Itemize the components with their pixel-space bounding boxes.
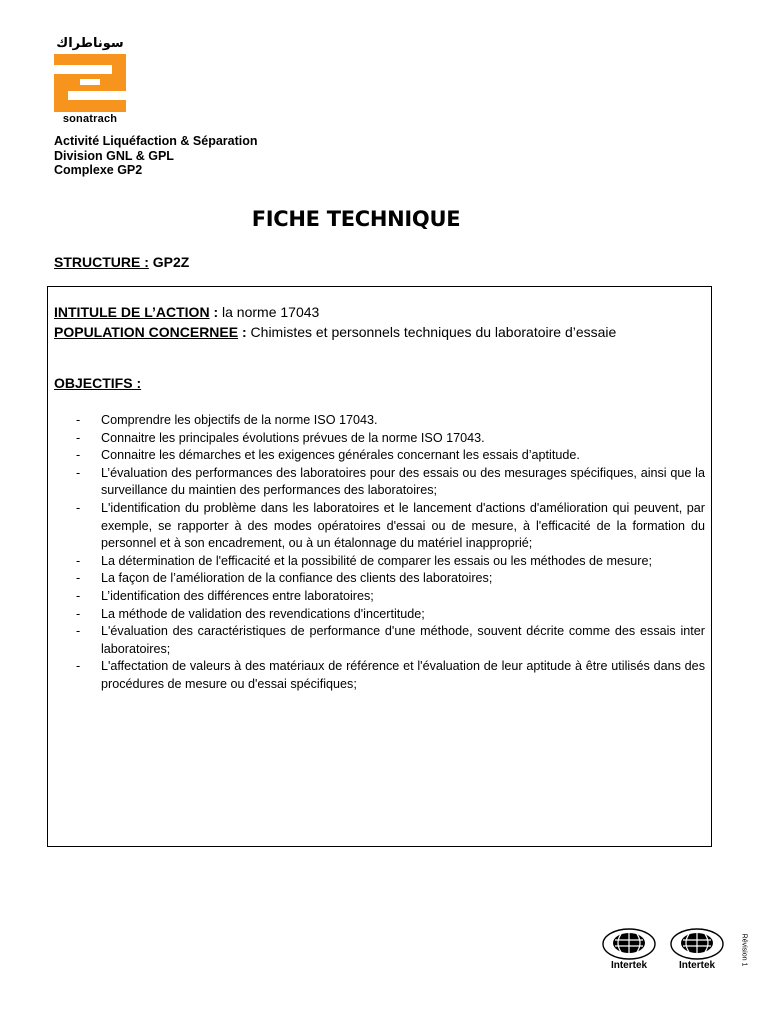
list-item: - L’identification des différences entre laboratoires; [76,588,705,606]
list-item: - Connaitre les démarches et les exigences générales concernant les essais d’aptitude. [76,447,705,465]
organisation-block [54,134,258,178]
intertek-logo-icon [603,929,655,971]
intertek-logo-icon [671,929,723,971]
org-line-complex: Complexe GP2 [54,163,143,177]
list-item: - Comprendre les objectifs de la norme ISO 17043. [76,412,705,430]
action-label: INTITULE DE L’ACTION [54,304,210,320]
list-item: - L’évaluation des performances des laboratoires pour des essais ou des mesurages spécifiques, ainsi que la surveillance du maintien des performances des laboratoires; [76,465,705,500]
population-label: POPULATION CONCERNEE [54,324,239,340]
svg-text:Intertek: Intertek [678,960,716,971]
revision-text: Révision 1 [740,933,748,967]
list-item: - L'évaluation des caractéristiques de performance d'une méthode, souvent décrite comme des essais inter laboratoires; [76,623,705,658]
logo-wordmark: sonatrach [62,113,118,125]
action-line [54,304,319,320]
list-item: - La façon de l’amélioration de la confiance des clients des laboratoires; [76,570,705,588]
sonatrach-logo [54,36,126,125]
org-line-division: Division GNL & GPL [54,148,174,163]
structure-label: STRUCTURE : [54,254,149,270]
objectifs-list [76,412,705,694]
list-item: - La détermination de l'efficacité et la possibilité de comparer les essais ou les méthodes de mesure; [76,553,705,571]
structure-line [54,254,189,270]
population-line [54,324,616,340]
action-value: la norme 17043 [222,304,320,320]
objectifs-heading: OBJECTIFS : [54,375,142,391]
sonatrach-emblem-icon [54,54,126,112]
svg-text:Intertek: Intertek [610,960,648,971]
list-item: - L'affectation de valeurs à des matériaux de référence et l'évaluation de leur aptitude à être utilisés dans des procédures de mesure ou d'essai spécifiques; [76,658,705,693]
page-title: FICHE TECHNIQUE [251,207,461,231]
population-value: Chimistes et personnels techniques du laboratoire d’essaie [250,324,617,340]
list-item: - Connaitre les principales évolutions prévues de la norme ISO 17043. [76,430,705,448]
logo-arabic-text: سوناطراك [56,36,124,51]
org-line-activity: Activité Liquéfaction & Séparation [54,134,258,148]
list-item: - La méthode de validation des revendications d'incertitude; [76,606,705,624]
population-separator: : [238,324,251,340]
certification-logos [602,928,734,972]
action-separator: : [209,304,223,320]
revision-label [737,928,751,972]
list-item: - L'identification du problème dans les laboratoires et le lancement d'actions d'amélioration qui peuvent, par exemple, se rapporter à des modes opératoires d'essai ou de mesure, à l'efficacité de la formation du personnel et à son encadrement, ou à un étalonnage du matériel inapproprié; [76,500,705,553]
structure-value: GP2Z [148,254,190,270]
